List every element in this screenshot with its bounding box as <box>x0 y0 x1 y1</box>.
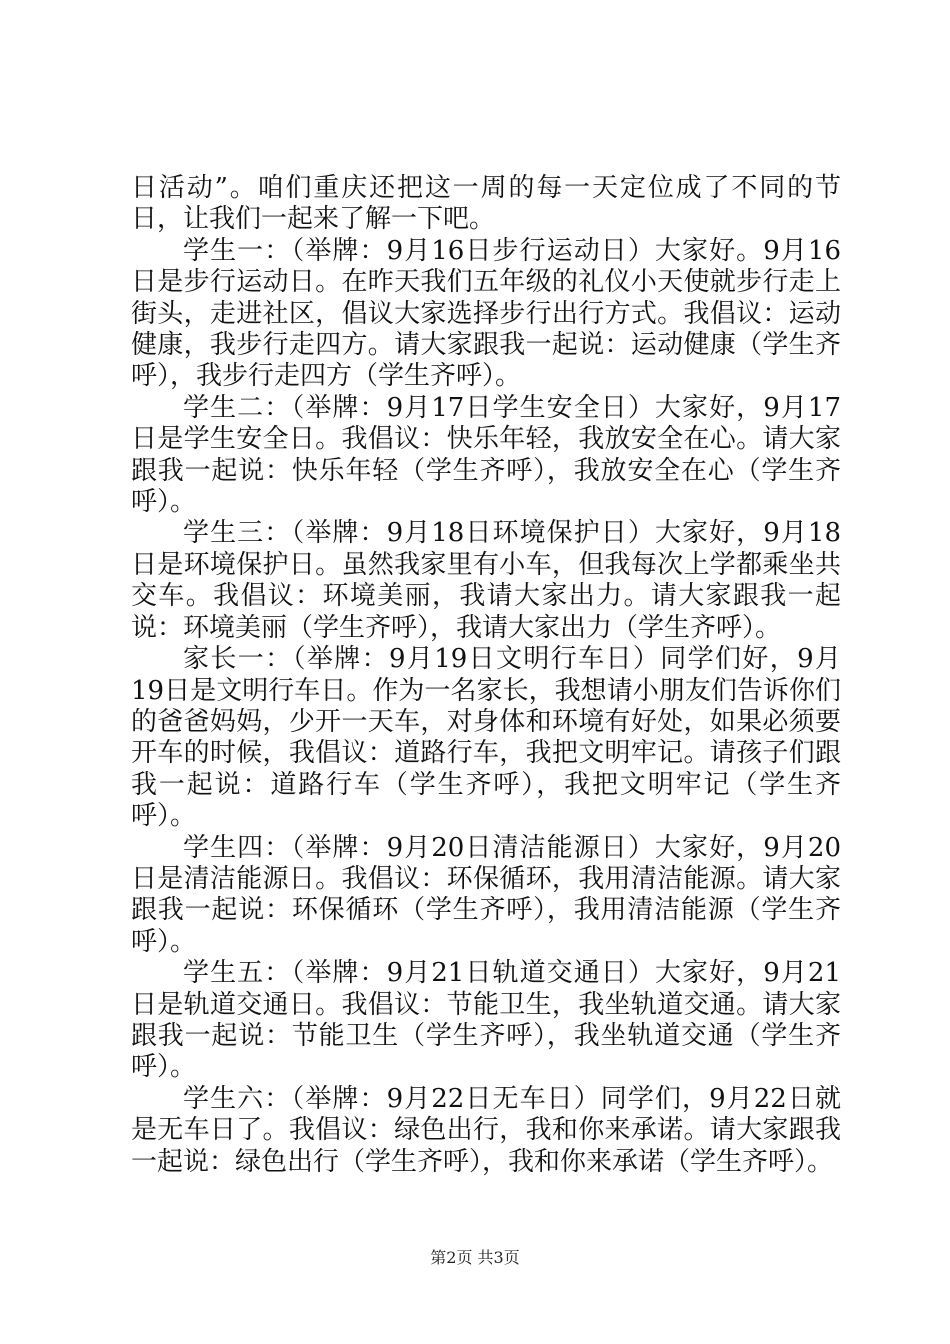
paragraph-student-five: 学生五：（举牌：9月21日轨道交通日）大家好，9月21日是轨道交通日。我倡议：节能卫生，我坐轨道交通。请大家跟我一起说：节能卫生（学生齐呼），我坐轨道交通（学生齐呼）。 <box>131 958 841 1083</box>
paragraph-student-four: 学生四：（举牌：9月20日清洁能源日）大家好，9月20日是清洁能源日。我倡议：环保循环，我用清洁能源。请大家跟我一起说：环保循环（学生齐呼），我用清洁能源（学生齐呼）。 <box>131 832 841 957</box>
document-body <box>131 173 841 1178</box>
paragraph-student-one: 学生一：（举牌：9月16日步行运动日）大家好。9月16日是步行运动日。在昨天我们五年级的礼仪小天使就步行走上街头，走进社区，倡议大家选择步行出行方式。我倡议：运动健康，我步行走四方。请大家跟我一起说：运动健康（学生齐呼），我步行走四方（学生齐呼）。 <box>131 235 841 392</box>
page-footer: 第2页 共3页 <box>430 1248 520 1267</box>
paragraph-parent-one: 家长一：（举牌：9月19日文明行车日）同学们好，9月19日是文明行车日。作为一名家长，我想请小朋友们告诉你们的爸爸妈妈，少开一天车，对身体和环境有好处，如果必须要开车的时候，我倡议：道路行车，我把文明牢记。请孩子们跟我一起说：道路行车（学生齐呼），我把文明牢记（学生齐呼）。 <box>131 644 841 832</box>
paragraph-student-two: 学生二：（举牌：9月17日学生安全日）大家好，9月17日是学生安全日。我倡议：快乐年轻，我放安全在心。请大家跟我一起说：快乐年轻（学生齐呼），我放安全在心（学生齐呼）。 <box>131 392 841 518</box>
paragraph-student-three: 学生三：（举牌：9月18日环境保护日）大家好，9月18日是环境保护日。虽然我家里有小车，但我每次上学都乘坐共交车。我倡议：环境美丽，我请大家出力。请大家跟我一起说：环境美丽（学生齐呼），我请大家出力（学生齐呼）。 <box>131 518 841 643</box>
paragraph-student-six: 学生六：（举牌：9月22日无车日）同学们，9月22日就是无车日了。我倡议：绿色出行，我和你来承诺。请大家跟我一起说：绿色出行（学生齐呼），我和你来承诺（学生齐呼）。 <box>131 1083 841 1177</box>
paragraph-continuation: 日活动”。咱们重庆还把这一周的每一天定位成了不同的节日，让我们一起来了解一下吧。 <box>131 173 841 235</box>
